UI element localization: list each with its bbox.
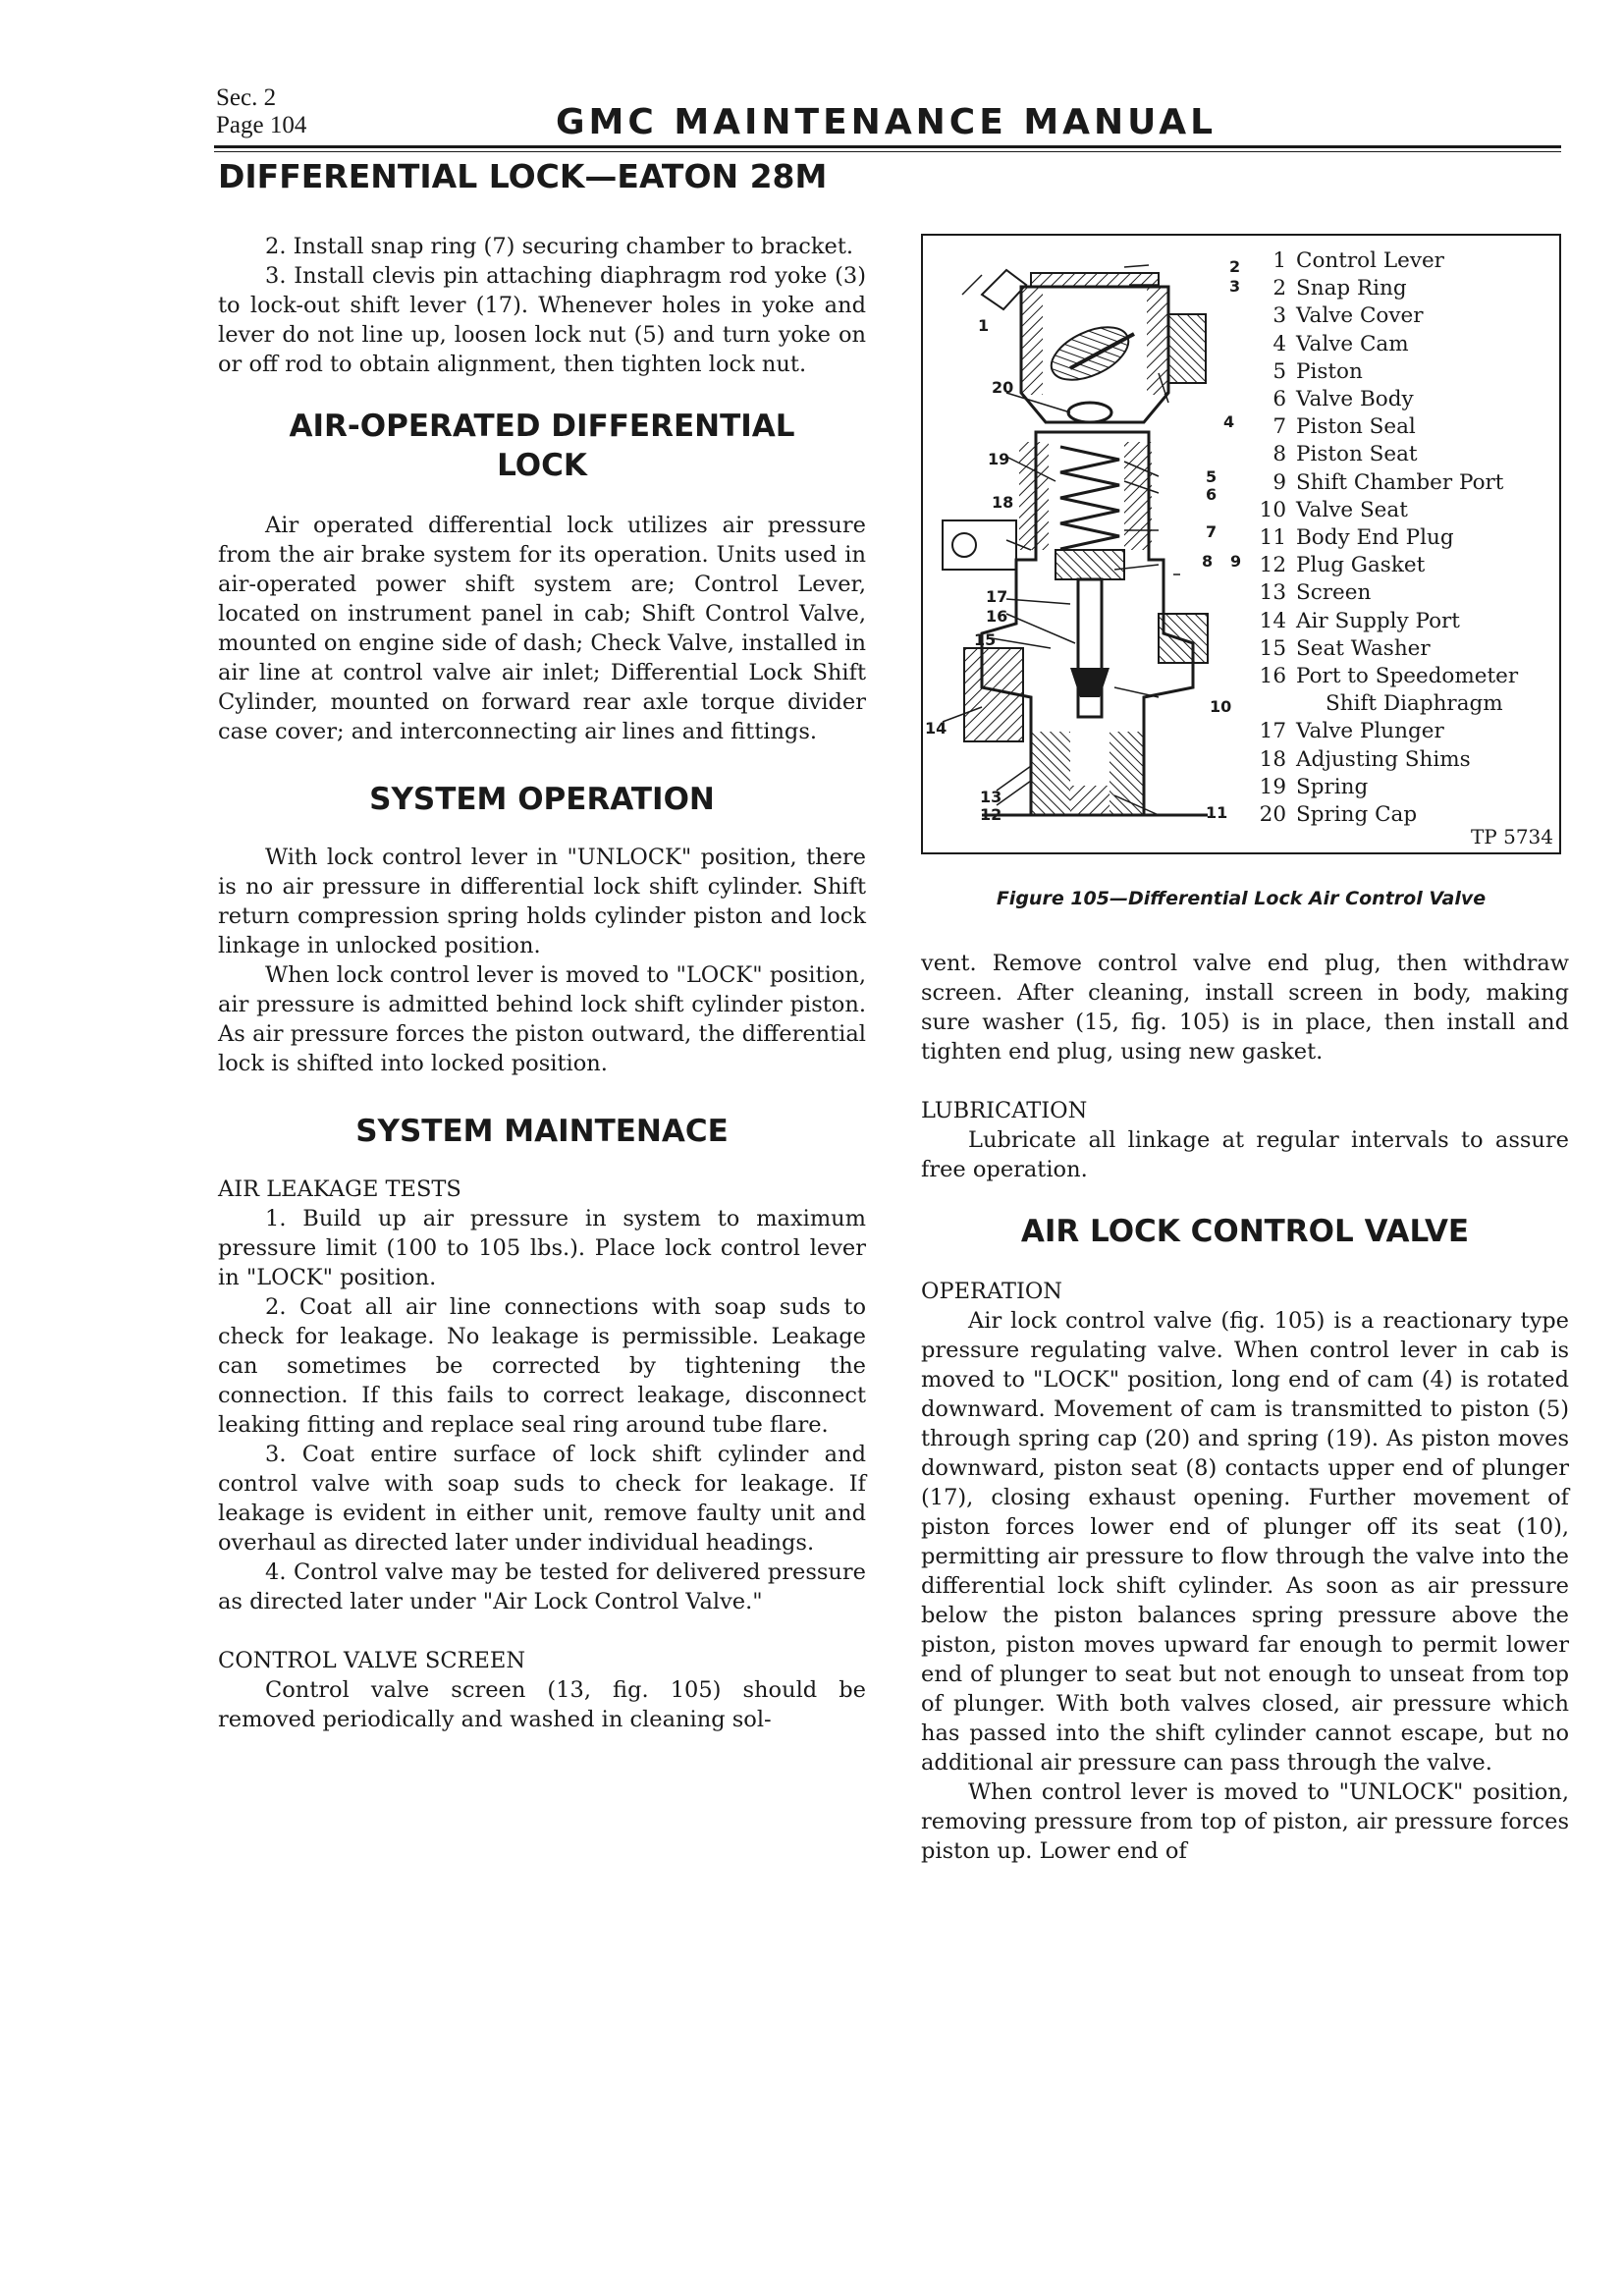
legend-label: Control Lever (1296, 248, 1444, 273)
right-column (921, 949, 1569, 1866)
legend-label: Port to Speedometer (1296, 664, 1519, 689)
legend-label: Seat Washer (1296, 635, 1431, 661)
legend-number: 3 (1272, 303, 1286, 329)
legend-number: 7 (1272, 414, 1286, 440)
tp-number: TP 5734 (1470, 825, 1553, 848)
legend-label: Snap Ring (1296, 276, 1407, 301)
callout-20: 20 (992, 378, 1014, 397)
legend-item (1257, 275, 1555, 302)
figure-105-box (921, 234, 1561, 854)
callout-10: 10 (1210, 697, 1232, 716)
leakage-step-1: 1. Build up air pressure in system to maximum pressure limit (100 to 105 lbs.). Place lock control lever in "LOCK" position. (218, 1206, 866, 1290)
callout-7: 7 (1206, 522, 1218, 541)
figure-caption: Figure 105—Differential Lock Air Control Valve (996, 888, 1487, 909)
legend-item (1257, 774, 1555, 801)
legend-label: Screen (1296, 580, 1372, 606)
header-rule-thin (214, 151, 1561, 152)
control-valve-screen-subheading: CONTROL VALVE SCREEN (218, 1648, 526, 1673)
legend-label: Plug Gasket (1296, 553, 1426, 578)
system-operation-heading: SYSTEM OPERATION (369, 782, 715, 817)
legend-label: Piston (1296, 358, 1363, 384)
legend-label: Valve Body (1296, 387, 1414, 412)
left-column (218, 232, 866, 1734)
legend-number: 13 (1259, 580, 1286, 606)
callout-1: 1 (978, 316, 990, 335)
legend-label: Valve Cam (1296, 331, 1409, 356)
legend-number: 14 (1259, 608, 1286, 633)
page-number: Page 104 (216, 112, 307, 138)
leakage-step-3: 3. Coat entire surface of lock shift cylinder and control valve with soap suds to check for leakage. If leakage is evident in either unit, remove faulty unit and overhaul as directed later under individual headings. (218, 1442, 866, 1556)
legend-item (1257, 386, 1555, 413)
legend-label: Air Supply Port (1296, 608, 1460, 633)
leakage-step-4: 4. Control valve may be tested for delivered pressure as directed later under "Air Lock Control Valve." (218, 1559, 866, 1614)
callout-5: 5 (1206, 467, 1218, 486)
legend-label: Adjusting Shims (1296, 746, 1471, 772)
callout-6: 6 (1206, 485, 1218, 504)
air-leakage-subheading: AIR LEAKAGE TESTS (218, 1176, 461, 1202)
callout-3: 3 (1229, 277, 1241, 296)
callout-14: 14 (925, 719, 947, 738)
legend-label-continuation: Shift Diaphragm (1326, 691, 1503, 717)
callout-15: 15 (974, 630, 997, 649)
legend-number: 12 (1259, 553, 1286, 578)
legend-number: 2 (1272, 276, 1286, 301)
legend-item (1257, 331, 1555, 358)
legend-number: 11 (1259, 525, 1286, 551)
valve-cross-section-diagram (923, 236, 1257, 852)
legend-item (1257, 635, 1555, 663)
legend-label: Valve Seat (1296, 497, 1408, 522)
legend-number: 4 (1272, 331, 1286, 356)
air-operated-heading (218, 407, 866, 485)
legend-label: Spring (1296, 774, 1369, 799)
legend-item (1257, 497, 1555, 524)
legend-number: 9 (1272, 469, 1286, 495)
system-operation-paragraph-1: With lock control lever in "UNLOCK" position, there is no air pressure in differential lock shift cylinder. Shift return compression spring holds cylinder piston and lock linkage in unlocked position. (218, 845, 866, 958)
operation-paragraph-2: When control lever is moved to "UNLOCK" position, removing pressure from top of piston, air pressure forces piston up. Lower end of (921, 1779, 1569, 1864)
air-operated-heading-line1: AIR-OPERATED DIFFERENTIAL (289, 409, 795, 444)
callout-17: 17 (986, 587, 1008, 606)
legend-item (1257, 608, 1555, 635)
legend-number: 16 (1259, 664, 1286, 689)
legend-label: Spring Cap (1296, 802, 1418, 828)
legend-item (1257, 247, 1555, 275)
callout-4: 4 (1223, 412, 1235, 431)
lubrication-paragraph: Lubricate all linkage at regular intervals to assure free operation. (921, 1127, 1569, 1182)
system-maintenance-heading: SYSTEM MAINTENACE (355, 1114, 729, 1149)
system-operation-paragraph-2: When lock control lever is moved to "LOCK" position, air pressure is admitted behind lock shift cylinder piston. As air pressure forces the piston outward, the differential lock is shifted into locked position. (218, 962, 866, 1076)
callout-16: 16 (986, 607, 1008, 626)
legend-item (1257, 718, 1555, 745)
operation-paragraph-1: Air lock control valve (fig. 105) is a reactionary type pressure regulating valve. When control lever in cab is moved to "LOCK" position, long end of cam (4) is rotated downward. Movement of cam is transmitted to piston (5) through spring cap (20) and spring (19). As piston moves downward, piston seat (8) contacts upper end of plunger (17), closing exhaust opening. Further movement of piston forces lower end of plunger off its seat (10), permitting air pressure to flow through the valve into the differential lock shift cylinder. As soon as air pressure below the piston balances spring pressure above the piston, piston moves upward far enough to permit lower end of plunger to seat but not enough to unseat from top of plunger. With both valves closed, air pressure which has passed into the shift cylinder cannot escape, but no additional air pressure can pass through the valve. (921, 1308, 1569, 1776)
legend-item (1257, 302, 1555, 330)
callout-9: 9 (1230, 552, 1242, 571)
legend-item (1257, 663, 1555, 690)
legend-item (1257, 358, 1555, 386)
callout-2: 2 (1229, 257, 1241, 276)
legend-number: 5 (1272, 358, 1286, 384)
intro-step-3: 3. Install clevis pin attaching diaphragm rod yoke (3) to lock-out shift lever (17). Whenever holes in yoke and lever do not line up, loosen lock nut (5) and turn yoke on or off rod to obtain alignment, then tighten lock nut. (218, 263, 866, 377)
intro-step-2: 2. Install snap ring (7) securing chamber to bracket. (265, 234, 854, 259)
control-valve-screen-paragraph: Control valve screen (13, fig. 105) should be removed periodically and washed in cleaning sol- (218, 1677, 866, 1732)
manual-title: GMC MAINTENANCE MANUAL (556, 102, 1218, 142)
legend-label: Body End Plug (1296, 525, 1454, 551)
legend-number: 20 (1259, 802, 1286, 828)
legend-number: 19 (1259, 774, 1286, 799)
callout-8: 8 (1202, 552, 1214, 571)
legend-number: 10 (1259, 497, 1286, 522)
legend-item (1257, 579, 1555, 607)
header-rule (214, 145, 1561, 148)
air-operated-paragraph: Air operated differential lock utilizes air pressure from the air brake system for its operation. Units used in air-operated power shift system are; Control Lever, located on instrument panel in cab; Shift Control Valve, mounted on engine side of dash; Check Valve, installed in air line at control valve air inlet; Differential Lock Shift Cylinder, mounted on forward rear axle torque divider case cover; and interconnecting air lines and fittings. (218, 513, 866, 744)
legend-item (1257, 441, 1555, 468)
legend-item (1257, 552, 1555, 579)
leakage-step-2: 2. Coat all air line connections with soap suds to check for leakage. No leakage is permissible. Leakage can sometimes be corrected by tightening the connection. If this fails to correct leakage, disconnect leaking fitting and replace seal ring around tube flare. (218, 1294, 866, 1438)
callout-19: 19 (988, 450, 1010, 468)
legend-item (1257, 746, 1555, 774)
legend-item (1257, 469, 1555, 497)
callout-11: 11 (1206, 803, 1228, 822)
legend-number: 15 (1259, 635, 1286, 661)
legend-number: 6 (1272, 387, 1286, 412)
legend-number: 18 (1259, 746, 1286, 772)
air-lock-control-valve-heading: AIR LOCK CONTROL VALVE (1020, 1214, 1470, 1249)
legend-label: Shift Chamber Port (1296, 469, 1504, 495)
callout-18: 18 (992, 493, 1014, 512)
control-valve-screen-continuation: vent. Remove control valve end plug, then withdraw screen. After cleaning, install screen in body, making sure washer (15, fig. 105) is in place, then install and tighten end plug, using new gasket. (921, 951, 1569, 1065)
section-label: Sec. 2 (216, 84, 277, 111)
legend-number: 8 (1272, 442, 1286, 467)
operation-subheading: OPERATION (921, 1279, 1062, 1304)
legend-label: Valve Cover (1296, 303, 1424, 329)
page-heading: DIFFERENTIAL LOCK—EATON 28M (218, 157, 828, 195)
legend-label: Valve Plunger (1296, 719, 1444, 744)
legend-label: Piston Seal (1296, 414, 1416, 440)
air-operated-heading-line2: LOCK (497, 448, 587, 483)
legend-number: 1 (1272, 248, 1286, 273)
legend-item (1257, 524, 1555, 552)
legend-number: 17 (1259, 719, 1286, 744)
figure-legend (1257, 247, 1555, 829)
legend-label: Piston Seat (1296, 442, 1418, 467)
legend-item (1257, 413, 1555, 441)
lubrication-subheading: LUBRICATION (921, 1098, 1088, 1123)
callout-12: 12 (980, 805, 1002, 824)
callout-13: 13 (980, 788, 1002, 806)
